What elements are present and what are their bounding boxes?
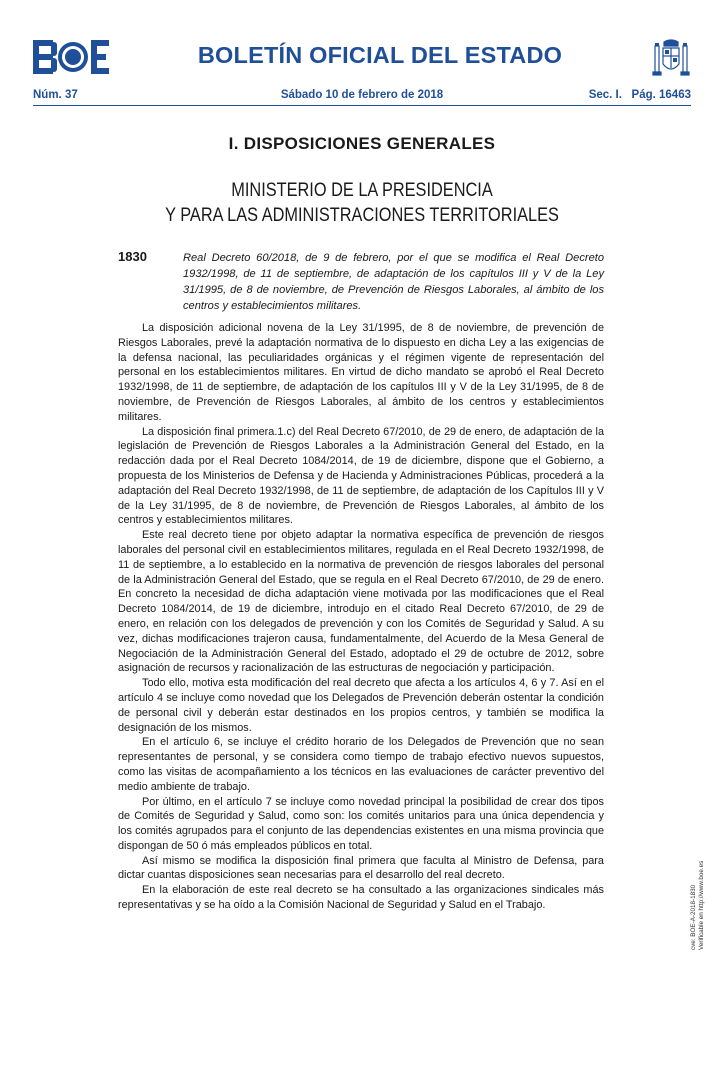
coat-of-arms-icon: [652, 38, 690, 78]
paragraph: Así mismo se modifica la disposición final primera que faculta al Ministro de Defensa, para dictar cuantas disposiciones sean necesarias para el desarrollo del real decreto.: [118, 854, 604, 882]
section-page: Sec. I. Pág. 16463: [588, 89, 691, 101]
issue-number: Núm. 37: [33, 89, 78, 101]
ministry-line-2: Y PARA LAS ADMINISTRACIONES TERRITORIALES: [165, 205, 559, 226]
paragraph: Este real decreto tiene por objeto adaptar la normativa específica de prevención de riesgos laborales del personal civil en establecimientos militares, regulada en el Real Decreto 1932/1998, de 11 de septiembre, a lo establecido en la normativa de prevención de riesgos laborales del personal de la Administración General del Estado, que se regula en el Real Decreto 67/2010, de 29 de enero. En concreto la necesidad de dicha adaptación viene motivada por las modificaciones que el Real Decreto 1084/2014, de 19 de diciembre, introdujo en el citado Real Decreto 67/2010, de 29 de enero, en relación con los delegados de prevención y con los Comités de Seguridad y Salud. A su vez, dichas modificaciones trajeron causa, fundamentalmente, del Acuerdo de la Mesa General de Negociación de la Administración General del Estado, adoptado el 29 de octubre de 2012, sobre asignación de recursos y racionalización de las estructuras de negociación y participación.: [118, 529, 604, 675]
verification-note: [690, 860, 705, 1090]
disposition-title: Real Decreto 60/2018, de 9 de febrero, por el que se modifica el Real Decreto 1932/1998, de 11 de septiembre, de adaptación de los capítulos III y V de la Ley 31/1995, de 8 de noviembre, de Prevención de Riesgos Laborales, al ámbito de los centros y establecimientos militares.: [183, 252, 604, 312]
boe-logo: [33, 40, 109, 74]
paragraph: En el artículo 6, se incluye el crédito horario de los Delegados de Prevención que no sean representantes de personal, y se considera como tiempo de trabajo efectivo nuevos supuestos, como las visitas de acompañamiento a los técnicos en las evaluaciones de carácter preventivo del medio ambiente de trabajo.: [118, 736, 604, 793]
page-title: BOLETÍN OFICIAL DEL ESTADO: [197, 42, 563, 68]
ministry-line-1: MINISTERIO DE LA PRESIDENCIA: [231, 180, 493, 201]
paragraph: La disposición adicional novena de la Ley 31/1995, de 8 de noviembre, de prevención de Riesgos Laborales, prevé la adaptación normativa de lo dispuesto en dicha Ley a las exigencias de la defensa nacional, las peculiaridades orgánicas y el régimen vigente de representación del personal en los establecimientos militares. En virtud de dicho mandato se aprobó el Real Decreto 1932/1998, de 11 de septiembre, de adaptación de los capítulos III y V de la Ley 31/1995, de 8 de noviembre, de Prevención de Riesgos Laborales, al ámbito de los centros y establecimientos militares.: [118, 322, 604, 423]
verification-link[interactable]: Verificable en http://www.boe.es: [697, 860, 705, 950]
logo-text: [109, 40, 110, 41]
paragraph: Todo ello, motiva esta modificación del real decreto que afecta a los artículos 4, 6 y 7. Así en el artículo 4 se incluye como novedad que los Delegados de Prevención deberán ostentar la condición de personal civil y deberán estar destinados en los propios centros, y también se modifica la designación de los mismos.: [118, 677, 604, 734]
cve-code: cve: BOE-A-2018-1830: [690, 884, 697, 950]
issue-date: Sábado 10 de febrero de 2018: [280, 89, 444, 101]
section-title: I. DISPOSICIONES GENERALES: [228, 134, 496, 153]
ministry-heading: [51, 178, 674, 228]
paragraph: En la elaboración de este real decreto se ha consultado a las organizaciones sindicales más representativas y se ha oído a la Comisión Nacional de Seguridad y Salud en el Trabajo.: [118, 884, 604, 912]
document-body: [118, 321, 604, 913]
paragraph: La disposición final primera.1.c) del Real Decreto 67/2010, de 29 de enero, de adaptación de la legislación de Prevención de Riesgos Laborales a la Administración General del Estado, en la redacción dada por el Real Decreto 1084/2014, de 19 de diciembre, dispone que el Gobierno, a propuesta de los Ministerios de Defensa y de Hacienda y Administraciones Públicas, procederá a la adaptación del Real Decreto 1932/1998, de 11 de septiembre, de adaptación de los Capítulos III y V de la Ley 31/1995, de 8 de noviembre, de Prevención de Riesgos Laborales, al ámbito de los centros y establecimientos militares.: [118, 425, 604, 527]
header-divider: [33, 105, 691, 106]
issue-info-bar: [33, 89, 691, 104]
disposition-number: 1830: [118, 249, 147, 264]
paragraph: Por último, en el artículo 7 se incluye como novedad principal la posibilidad de crear dos tipos de Comités de Seguridad y Salud, como son: los comités unitarios para una única dependencia y los comités agrupados para el conjunto de las dependencias existentes en una misma provincia que dispongan de 50 ó más empleados públicos en total.: [118, 795, 604, 852]
